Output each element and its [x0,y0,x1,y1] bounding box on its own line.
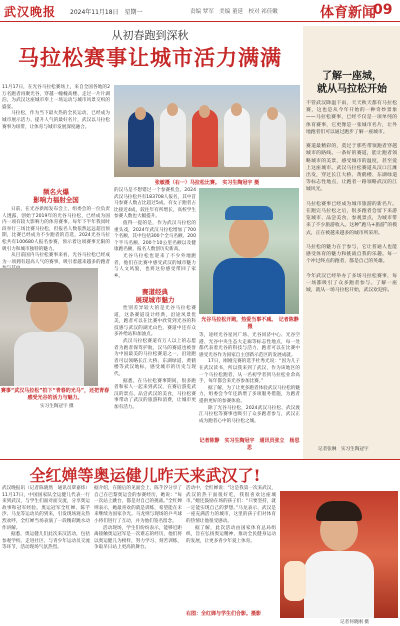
athlete-shirt [304,551,374,618]
runner-head [231,103,242,116]
lead-column-1b [2,207,110,266]
athlete-hair [316,501,362,521]
page-header [0,0,400,22]
lead-headline: 马拉松赛事让城市活力满满 [18,45,282,70]
young-runner-caption: 赛事“武汉马拉松”拍下“青春的光马”，还把青春感受光谷的活力与魅力。 [0,388,110,401]
lead-paragraph: 光谷马拉松也迎来了不少外地跑者，他们在比赛中感受武汉的城市魅力与人文风貌，也将这份感受带回了家乡。 [114,253,196,279]
olympians-headline: 全红婵等奥运健儿昨天来武汉了! [29,466,261,485]
runner-cap [225,206,273,220]
olympian-photo-credit: 记者何晓刚 摄 [340,620,370,625]
masthead-logo: 武汉晚报 [4,5,57,19]
olympians-paragraph: 据悉，奥运健儿们此次来汉活动，包括参观学校、走进社区、与青少年运动员交流等环节，活动现场气氛热烈。 [2,532,90,551]
olympians-paragraph: 活动中，全红婵说：“这是我第一次来武汉，武汉的热干面很好吃，我很喜欢这座城市。”她还鼓励在场的孩子们：“只要坚持，就一定能实现自己的梦想。”马龙表示，武汉是一座充满活力的城市，这里的孩子们对体育的热情让他很受感动。 [186,486,276,524]
runner-shirt [213,258,285,314]
page-number: 09 [373,2,393,18]
runner-head [267,107,278,120]
olympians-photo-note: 右图：全红婵与学生们合影。摄影 [186,611,262,617]
runner-figure [224,107,250,167]
commentary-title: 了解一座城， 就从马拉松开始 [317,71,387,95]
lead-column-3 [199,333,300,435]
young-runner-photo [0,268,98,386]
lead-paragraph: 武汉马拉松赛道有万人以上的志愿者为跑者保驾护航，汉马的赛道也被誉为中国最美的马拉松赛道之一，沿途跑者可以领略长江大桥、东湖绿道、黄鹤楼等武汉地标，感受城市的历史与现代。 [114,338,196,377]
lead-byline: 记者陈静 实习生陶冠宇 通讯员张立 杨思思 [199,438,300,451]
lead-column-1 [2,85,110,185]
issue-date: 2024年11月18日 星期一 [70,9,143,16]
runner-face [229,214,269,258]
runner-head [199,105,210,118]
runners-photo [114,85,300,177]
athlete-hand [284,561,306,601]
young-runner-credit: 实习生陶冠宇 摄 [40,404,74,409]
runners-photo-caption: 张敏摄（右一）马拉松比赛。 实习生陶冠宇 摄 [154,180,260,186]
lead-paragraph: 11月17日，在光谷马拉松赛场上，来自全国各地的2万名跑者再聚光谷，穿越一幢幢高楼、走过一片片湖泊，为武汉这座城市奉上一场运动与城市风景交织的盛宴。 [2,85,110,110]
lead-subhead-1: 频名火爆 影响力福射全国 [33,188,79,204]
olympians-column-1 [2,486,90,622]
lead-paragraph: 据悉，在马拉松赛事期间，很多跑者和家人一起来到武汉，在赛后游览武汉的景点、品尝武汉的美食，马拉松赛事带动了武汉的旅游和消费，让城市更加有活力。 [114,378,196,410]
olympians-column-3 [186,486,276,608]
smiling-runner-caption: 光谷马拉松开跑，热爱当事不减。 记者陈静 摄 [201,317,299,330]
lead-paragraph: 17日，刚刚完赛的选手杜秀光说：“因为儿子在武汉读书，所以我来到了武汉，作为该地区的一个马拉松跑者，从一名初学者到马拉松业余高手，每年都会来光谷参加比赛。” [199,359,300,385]
lead-paragraph: 除了光谷马拉松，2024武汉马拉松、武汉渡江马拉松等赛事也吸引了众多跑者参与，武汉正成为跑者心中的马拉松之城。 [199,405,300,424]
section-divider [0,459,400,460]
runner-shirt [14,332,84,386]
editor-credits: 责编 覃军 美编 董延 校对 祁佳嫩 [190,9,278,15]
commentary-body: 不管武汉降温下雨，天天秋天都有马拉松赛，这也是从今年开始的一种奇妙景象——马拉松赛事，已经不仅是一项单纯的体育赛事，它更像是一张城市名片，让外地跑者们可以通过跑步了解一座城市。 赛道最精彩的，莫过于那些带领跑者穿越城市的路线。一条好的赛道，能让跑者领略城市的美景，感受城市的温度，甚至爱上这座城市。武汉马拉松赛道从汉口江滩出发，穿过长江大桥、黄鹤楼、东湖绿道等标志性地点，让跑者一路领略武汉的江城风光。 马拉松赛事已经成为城市旅游的新名片。在跑完马拉松之后，很多跑者会留下来游览城市、品尝美食、参观景点，为城市带来了不少旅游收入。这种“跑马+旅游”的模式，正在被越来越多的城市所采用。 马拉松的魅力在于参与，它让普通人也能感受体育的魅力和挑战自我的乐趣。每一个冲过终点的跑者，都是自己的英雄。 今年武汉已经举办了多场马拉松赛事，每一场都吸引了众多跑者参与。了解一座城，就从一场马拉松开始，武汉欢迎你。 [306,101,397,294]
lead-paragraph: 马拉松，作为当下最火热的全民运动，已经成为城市展示活力、提升人气的最好名片，武汉以马拉松赛事为纽带，让体育与城市发展深度融合。 [2,111,110,130]
runner-figure [160,107,186,167]
lead-paragraph: 值得一提的是，作为武汉马拉松的重头戏，2024年武汉马拉松增加了700个名额，其中包括300个全马名额、200个半马名额、200个10公里名额以及健康跑名额，报名人数创历史新高。 [114,220,196,253]
commentary-credit: 记者张琳 实习生陶冠宇 [318,447,369,452]
olympian-photo [280,491,398,618]
lead-column-2 [114,188,196,279]
olympians-paragraph: 据了解，此次活动由国家体育总局组织，旨在弘扬奥运精神，推动全民健身运动的发展，让更多青少年爱上体育。 [186,525,276,544]
lead-paragraph: 日前，在光谷新闻发布会上，组委会的一位负责人透露，创始于2019年的光谷马拉松，已经成为国内一项有较大影响力的体育赛事。每年下半年我同时段举行三场比赛马拉松，但报名人数依然远远超出预期，比赛已经成为不少跑者的首选，2024光谷马拉松共有100680人报名参赛，预示着这项赛事无限的吸引力和城市独特的魅力。 [2,207,110,252]
olympians-paragraph: 活动现场，学生们纷纷表示，能够近距离接触奥运冠军是一次难忘的经历，他们将以奥运健儿为榜样，努力学习、刻苦训练，争取早日站上更高的舞台。 [94,525,182,551]
runner-hair [26,282,72,302]
olympians-paragraph: 武汉晚报讯（记者陈晓然 通讯员覃嘉炜）11月17日，中国国家队全运健儿代表一行来到武汉，与学生们面对面交流，分享奥运故事和冠军经验。奥运冠军全红婵、陈芋汐、马龙等运动员的到来，引发现场观众热烈欢呼，全红婵当场表演了一段精彩跳水动作讲解。 [2,486,90,531]
lead-paragraph: 性别差异较大的是光谷马拉松赛道，这条赛道设计经典，沿途风景优美，跑者可以在比赛中欣赏到光谷的科技感与武汉的湖光山色，赛道中还有众多补给站和加油点。 [114,306,196,338]
olympians-paragraph: 据介绍，在随后的见面会上，陈芋汐分享了自己在巴黎奥运会的参赛经历，她说：“每一次站上跳台，都是对自己的挑战。”全红婵则表示，她最喜欢的就是训练，希望能在未来继续为国家争光。马龙则与现场的乒乓球小将们进行了互动，并为他们签名留念。 [94,486,182,524]
runner-head [135,107,146,120]
lead-column-2b [114,306,196,456]
runner-head [167,103,178,116]
lead-paragraph: 据了解，为了让更多跑者体验武汉马拉松的魅力，组委会今年还新增了多项服务措施，为跑者提供更好的参赛体验。 [199,385,300,404]
lead-kicker: 从初春跑到深秋 [111,29,189,42]
lead-paragraph: 的汉马是不想错过一个参赛机会。2024武汉马拉松共有183708人报名，其中首马参赛人数占比超过5成，有女子跑者占比接近4成，较往年有所增长，高校学生参赛人数也大幅提升。 [114,188,196,220]
olympians-column-2 [94,486,182,622]
smiling-runner-photo [199,188,299,314]
lead-subhead-2: 赛道经典 展现城市魅力 [135,288,175,304]
lead-paragraph: 从目前国内马拉松赛事来看，光谷马拉松已经成为一项拥有超高人气的赛事，吸引着越来越多的跑者 [2,253,110,265]
lead-paragraph: 等，途经光谷星河广场、光谷同济中心、光谷空港、光谷中央生态大走廊等标志性地点，每一处都代表着光谷的科技与活力，跑者可以在比赛中感受光谷作为国家自主创新示范区的发展成就。 [199,333,300,358]
section-title: 体育新闻 [320,5,376,21]
